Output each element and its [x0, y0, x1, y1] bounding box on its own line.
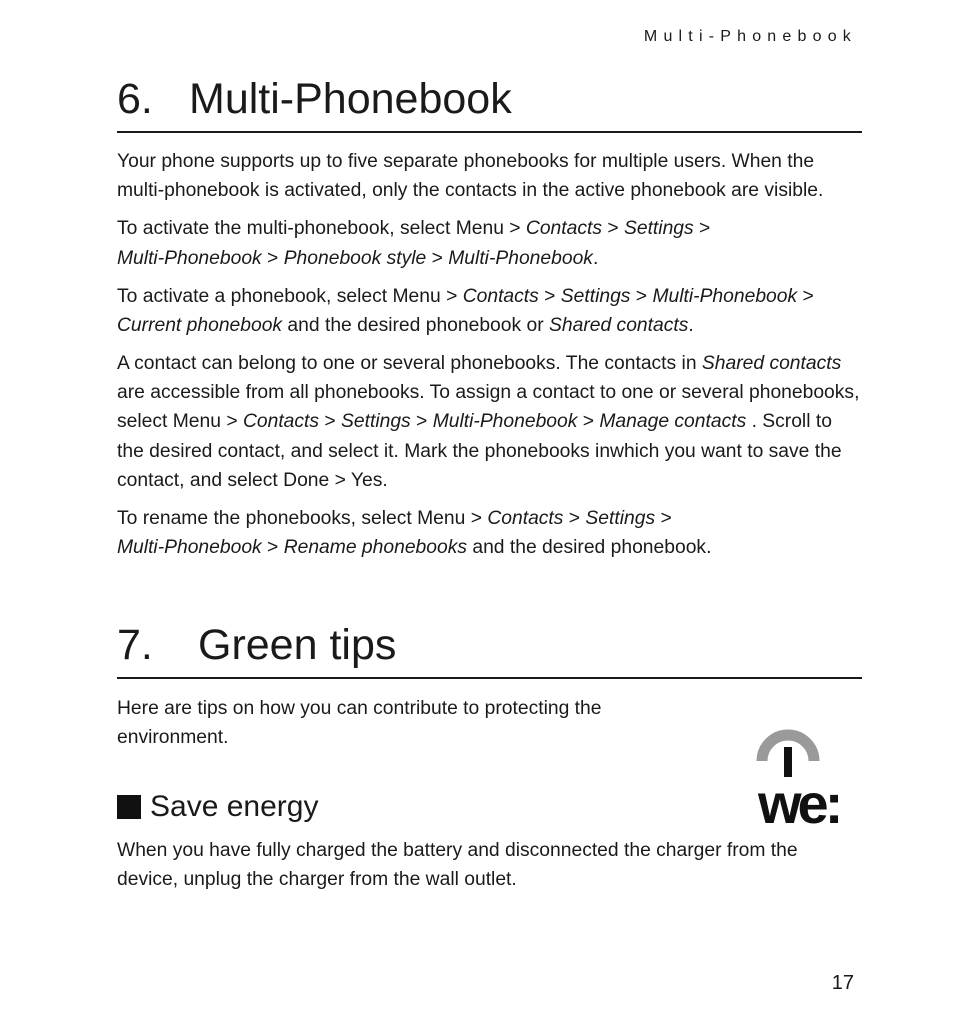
menu-label: Menu [455, 218, 504, 240]
paragraph-intro: Your phone supports up to five separate phonebooks for multiple users. When the multi-phonebook is activated, only the contacts in the active phonebook are visible. [117, 151, 824, 202]
page-number: 17 [831, 972, 854, 994]
save-energy-title: Save energy [150, 790, 319, 823]
paragraph-activate-phonebook: To activate a phonebook, select Menu > Contacts > Settings > Multi-Phonebook > Current phonebook and the desired phonebook or Shared contacts. [117, 285, 814, 336]
chapter-6 [117, 75, 862, 563]
save-energy-body: When you have fully charged the battery and disconnected the charger from the device, unplug the charger from the wall outlet. [117, 840, 798, 891]
chapter-7-title-text: Green tips [198, 621, 397, 669]
running-head: Multi-Phonebook [643, 28, 857, 45]
square-bullet-icon [117, 795, 141, 819]
green-tips-intro: Here are tips on how you can contribute to protecting the environment. [117, 698, 602, 749]
chapter-7 [117, 621, 862, 679]
we-logo-icon [748, 705, 864, 827]
paragraph-activate-multi: To activate the multi-phonebook, select Menu > Contacts > Settings > Multi-Phonebook > Phonebook style > Multi-Phonebook. [117, 218, 711, 269]
chapter-6-title-text: Multi-Phonebook [189, 75, 512, 123]
we-logo-text: we: [758, 772, 840, 827]
chapter-7-title [117, 621, 862, 679]
paragraph-rename: To rename the phonebooks, select Menu > Contacts > Settings > Multi-Phonebook > Rename phonebooks and the desired phonebook. [117, 508, 712, 559]
paragraph-assign-contact: A contact can belong to one or several phonebooks. The contacts in Shared contacts are accessible from all phonebooks. To assign a contact to one or several phonebooks, select Menu > Contacts > Settings > Multi-Phonebook > Manage contacts . Scroll to the desired contact, and select it. Mark the phonebooks inwhich you want to save the contact, and select Done > Yes. [117, 352, 860, 492]
save-energy-heading [117, 792, 318, 822]
chapter-6-title [117, 75, 862, 133]
chapter-7-number: 7. [117, 621, 153, 669]
chapter-6-number: 6. [117, 75, 153, 123]
